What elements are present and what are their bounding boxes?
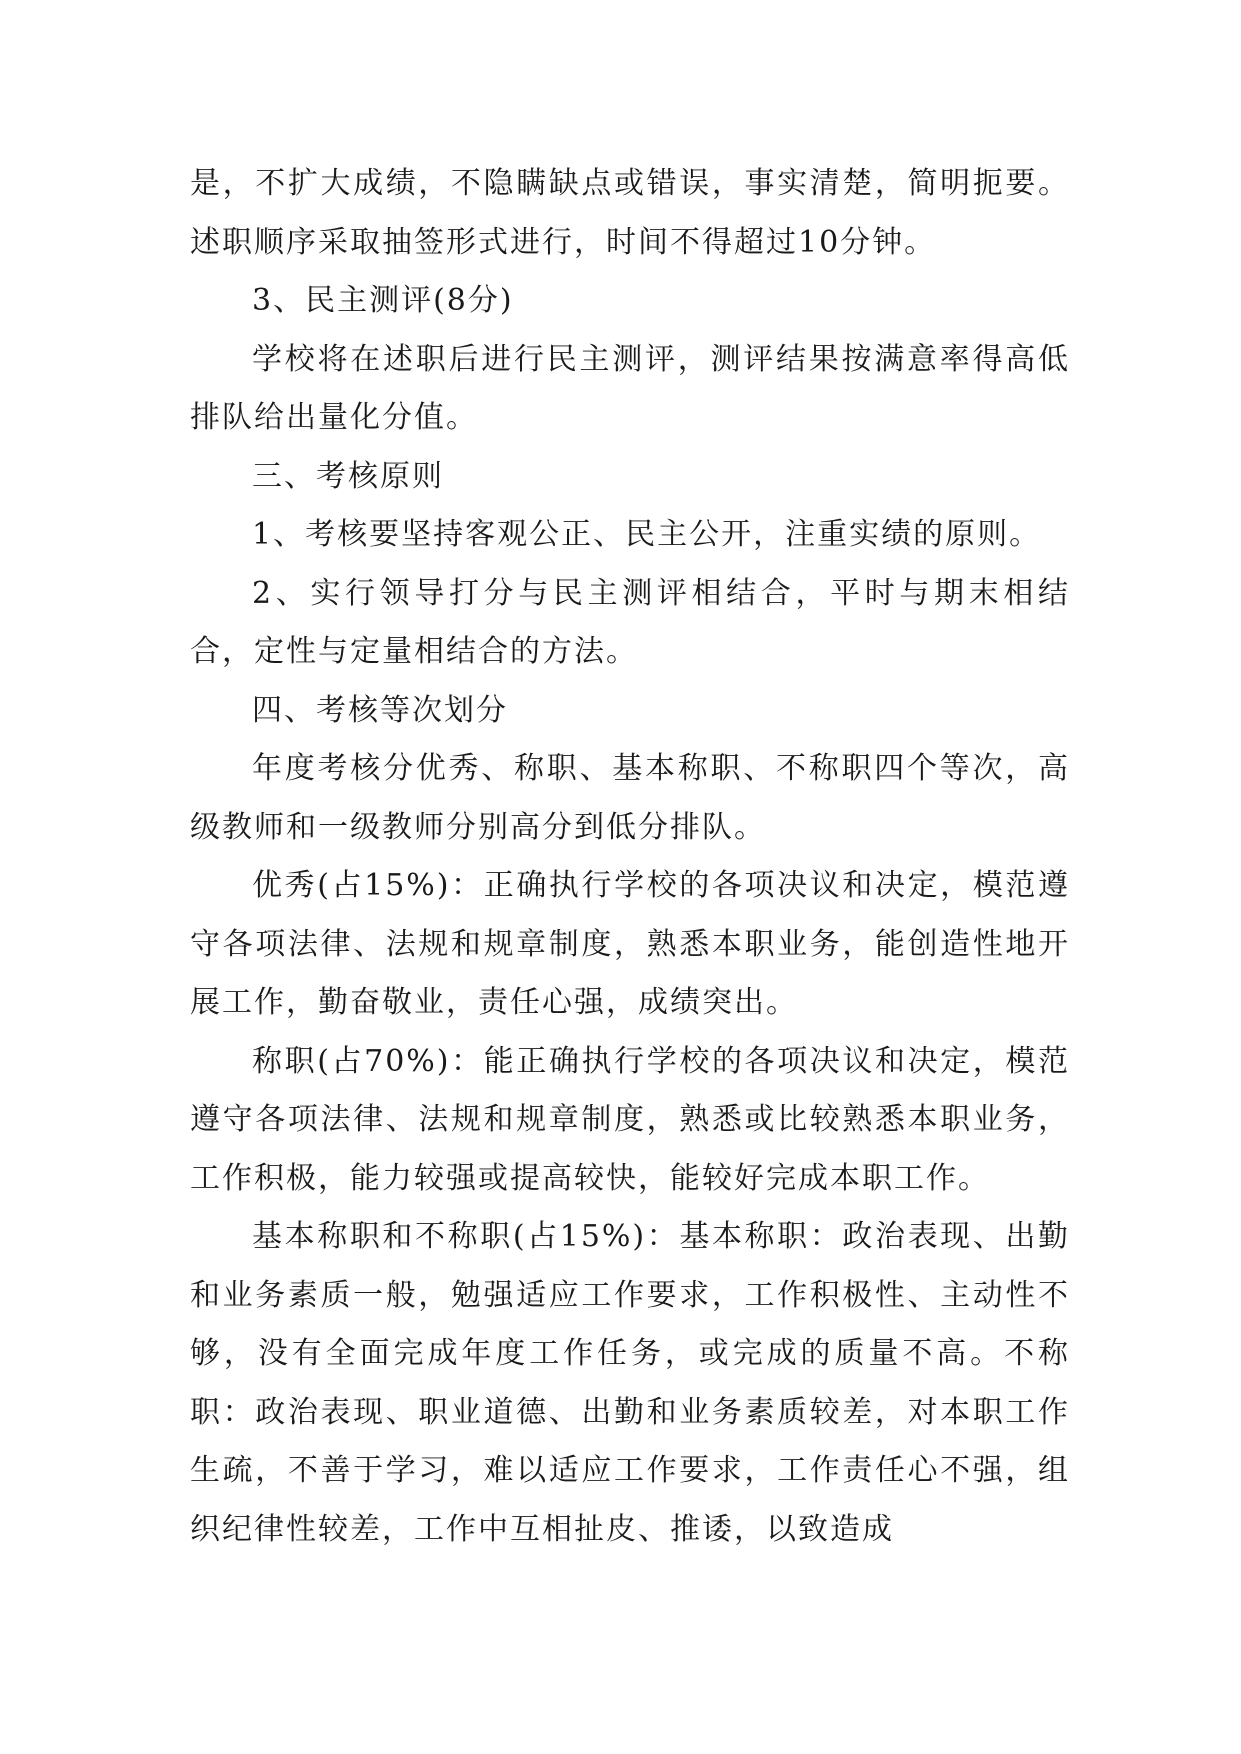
paragraph-principle-1: 1、考核要坚持客观公正、民主公开，注重实绩的原则。 bbox=[252, 517, 1042, 552]
paragraph-continuation: 是，不扩大成绩，不隐瞒缺点或错误，事实清楚，简明扼要。述职顺序采取抽签形式进行，时间不得超过10分钟。 bbox=[190, 166, 1070, 260]
paragraph-evaluation-method: 学校将在述职后进行民主测评，测评结果按满意率得高低排队给出量化分值。 bbox=[190, 341, 1070, 435]
paragraph-grade-excellent: 优秀(占15%)：正确执行学校的各项决议和决定，模范遵守各项法律、法规和规章制度，熟悉本职业务，能创造性地开展工作，勤奋敬业，责任心强，成绩突出。 bbox=[190, 868, 1070, 1020]
paragraph-grade-competent: 称职(占70%)：能正确执行学校的各项决议和决定，模范遵守各项法律、法规和规章制度，熟悉或比较熟悉本职业务，工作积极，能力较强或提高较快，能较好完成本职工作。 bbox=[190, 1043, 1070, 1196]
paragraph-grade-basic-and-incompetent: 基本称职和不称职(占15%)：基本称职：政治表现、出勤和业务素质一般，勉强适应工作要求，工作积极性、主动性不够，没有全面完成年度工作任务，或完成的质量不高。不称职：政治表现、职业道德、出勤和业务素质较差，对本职工作生疏，不善于学习，难以适应工作要求，工作责任心不强，组织纪律性较差，工作中互相扯皮、推诿，以致造成 bbox=[190, 1219, 1070, 1547]
heading-democratic-evaluation: 3、民主测评(8分) bbox=[252, 283, 514, 318]
heading-assessment-principles: 三、考核原则 bbox=[252, 458, 444, 494]
paragraph-grade-overview: 年度考核分优秀、称职、基本称职、不称职四个等次，高级教师和一级教师分别高分到低分排队。 bbox=[190, 751, 1070, 845]
paragraph-principle-2: 2、实行领导打分与民主测评相结合，平时与期末相结合，定性与定量相结合的方法。 bbox=[190, 575, 1070, 669]
heading-assessment-grades: 四、考核等次划分 bbox=[252, 692, 508, 728]
document-body bbox=[190, 155, 1070, 1559]
